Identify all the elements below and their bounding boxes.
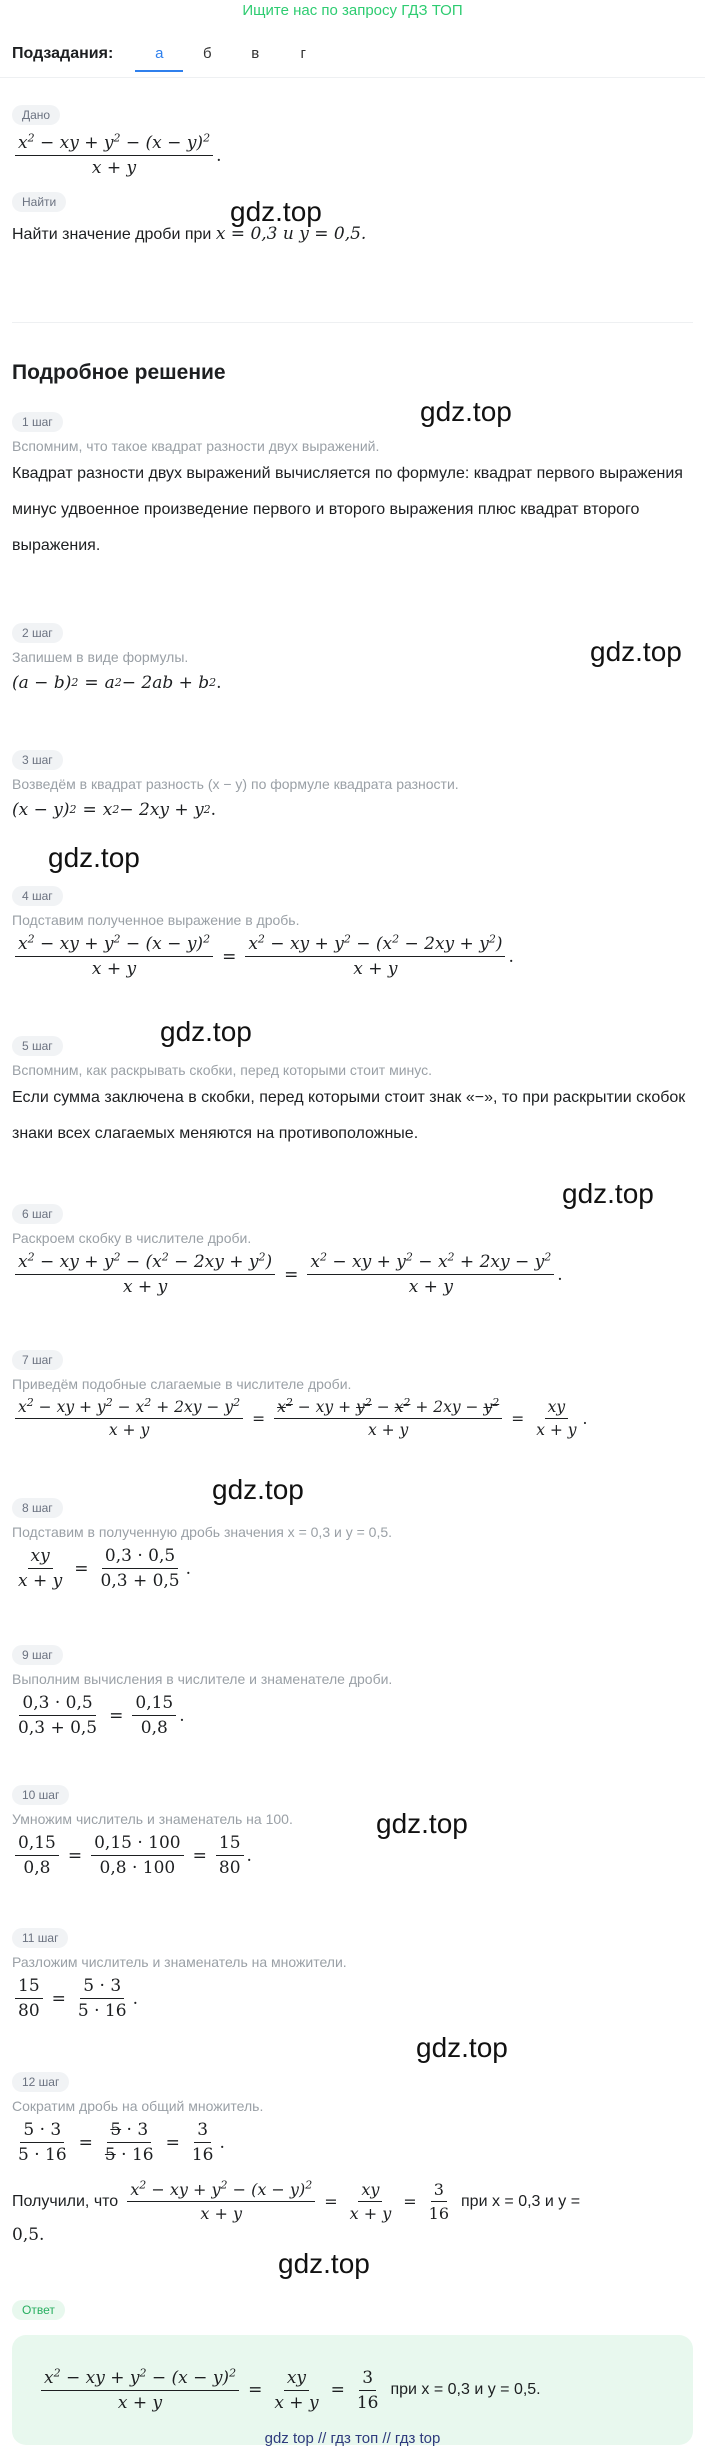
step-10: 10 шаг Умножим числитель и знаменатель на 100. $\frac{0,15}{0,8}$ = $\frac{0,15 \cdot 100}{0,8 \cdot 100}$ = $\frac{15}{80}$ .	[12, 1785, 693, 1878]
watermark: gdz.top	[212, 1474, 304, 1505]
step-1: 1 шаг Вспомним, что такое квадрат разности двух выражений. Квадрат разности двух выражений вычисляется по формуле: квадрат первого выражения минус удвоенное произведение первого и второго выражения плюс квадрат второго выражения.	[12, 412, 693, 564]
watermark: gdz.top	[278, 2248, 370, 2279]
search-banner[interactable]: Ищите нас по запросу ГДЗ ТОП	[242, 2, 463, 19]
given-section	[12, 105, 693, 253]
tab-a[interactable]: а	[135, 36, 183, 72]
step-5: 5 шаг Вспомним, как раскрывать скобки, перед которыми стоит минус. Если сумма заключена в скобки, перед которыми стоит знак «−», то при раскрытии скобок знаки всех слагаемых меняются на противоположные.	[12, 1036, 693, 1152]
step-4: 4 шаг Подставим полученное выражение в дробь. $\frac{x^2 - xy + y^2 - (x - y)^2}{x + y}$ = $\frac{x^2 - xy + y^2 - (x^2 - 2xy + y^2)}{x + y}$ .	[12, 886, 693, 979]
answer-badge: Ответ	[12, 2300, 65, 2320]
step-8: 8 шаг Подставим в полученную дробь значения x = 0,3 и y = 0,5. $\frac{xy}{x + y}$ = $\frac{0,3 \cdot 0,5}{0,3 + 0,5}$ .	[12, 1498, 693, 1591]
tab-g[interactable]: г	[300, 44, 307, 62]
result-statement: Получили, что $\frac{x^2 - xy + y^2 - (x - y)^2}{x + y}$ = $\frac{xy}{x + y}$ = $\frac{3}{16}$ при x = 0,3 и y = 0,5.	[12, 2178, 581, 2245]
watermark: gdz.top	[160, 1016, 252, 1047]
answer-badge-wrap	[12, 2300, 693, 2320]
solution-title: Подробное решение	[12, 361, 226, 384]
step-6: 6 шаг Раскроем скобку в числителе дроби. $\frac{x^2 - xy + y^2 - (x^2 - 2xy + y^2)}{x + y}$ = $\frac{x^2 - xy + y^2 - x^2 + 2xy - y^2}{x + y}$ .	[12, 1204, 693, 1297]
watermark: gdz.top	[48, 842, 140, 873]
find-text: Найти значение дроби при x = 0,3 и y = 0,5.	[12, 224, 367, 244]
step-9: 9 шаг Выполним вычисления в числителе и знаменателе дроби. $\frac{0,3 \cdot 0,5}{0,3 + 0,5}$ = $\frac{0,15}{0,8}$ .	[12, 1645, 693, 1738]
watermark: gdz.top	[590, 636, 682, 667]
given-expression: $\frac{x^2 - xy + y^2 - (x - y)^2}{x + y}$ .	[12, 133, 693, 178]
watermark: gdz.top	[420, 396, 512, 427]
step-7: 7 шаг Приведём подобные слагаемые в числителе дроби. $\frac{x^2 - xy + y^2 - x^2 + 2xy - y^2}{x + y}$ = $\frac{x^2 - xy + y^2 - x^2 + 2xy - y^2}{x + y}$ = $\frac{xy}{x + y}$ .	[12, 1350, 693, 1439]
step-11: 11 шаг Разложим числитель и знаменатель на множители. $\frac{15}{80}$ = $\frac{5 \cdot 3}{5 \cdot 16}$ .	[12, 1928, 693, 2021]
tab-b[interactable]: б	[202, 44, 212, 62]
watermark: gdz.top	[416, 2032, 508, 2063]
answer-box: $\frac{x^2 - xy + y^2 - (x - y)^2}{x + y}$ = $\frac{xy}{x + y}$ = $\frac{3}{16}$ при x = 0,3 и y = 0,5.	[12, 2335, 693, 2445]
step-12: 12 шаг Сократим дробь на общий множитель. $\frac{5 \cdot 3}{5 \cdot 16}$ = $\frac{5 \cdot 3}{5 \cdot 16}$ = $\frac{3}{16}$ .	[12, 2072, 693, 2165]
subtasks-label: Подзадания:	[12, 44, 114, 62]
tab-v[interactable]: в	[251, 44, 260, 62]
footer-links[interactable]: gdz top // гдз топ // гдз top	[264, 2430, 441, 2447]
watermark: gdz.top	[562, 1178, 654, 1209]
watermark: gdz.top	[230, 196, 322, 227]
divider	[12, 322, 693, 323]
find-badge: Найти	[12, 192, 66, 212]
given-badge: Дано	[12, 105, 60, 125]
step-3: 3 шаг Возведём в квадрат разность (x − y) по формуле квадрата разности. (x − y) 2 = x 2 − 2xy + y 2 .	[12, 750, 693, 820]
step-2: 2 шаг Запишем в виде формулы. (a − b) 2 = a 2 − 2ab + b 2 .	[12, 623, 693, 693]
subtasks-bar	[0, 30, 705, 78]
watermark: gdz.top	[376, 1808, 468, 1839]
